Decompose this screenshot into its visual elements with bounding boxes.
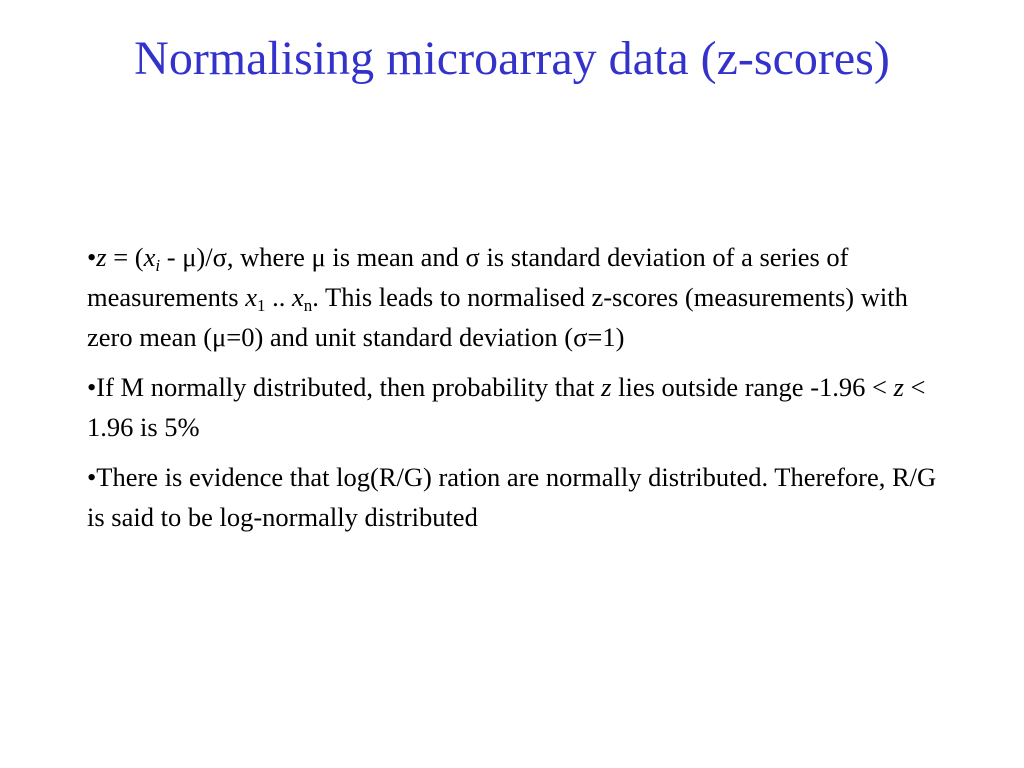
text-segment: lies outside range -1.96 < [611,372,894,402]
text-segment: < 1.96 is 5% [87,372,926,442]
math-z: z [893,372,904,402]
math-z: z [601,372,612,402]
math-z: z [96,242,107,272]
text-segment: . This leads to normalised z-scores (measurements) with zero mean (μ=0) and unit standard deviation (σ=1) [87,282,908,352]
bullet-probability [87,367,947,447]
math-subscript-1: 1 [256,296,266,315]
slide-title: Normalising microarray data (z-scores) [134,32,890,85]
bullet-marker: • [87,372,97,402]
bullet-marker: • [87,242,97,272]
bullet-log-normal [87,457,947,537]
slide-body [87,237,947,545]
bullet-marker: • [87,462,97,492]
text-segment: If M normally distributed, then probability that [96,372,602,402]
text-segment: = ( [106,242,144,272]
text-segment: - μ)/σ, where μ is mean and σ is standard deviation of a series of measurements [87,242,849,312]
math-x: x [143,242,156,272]
math-x1: x [245,282,257,312]
bullet-zscore-definition [87,237,947,357]
math-subscript-n: n [303,296,313,315]
math-subscript-i: i [155,256,161,275]
math-xn: x [291,282,304,312]
text-segment: There is evidence that log(R/G) ration are normally distributed. Therefore, R/G is said to be log-normally distributed [87,462,937,532]
text-segment: .. [265,282,292,312]
